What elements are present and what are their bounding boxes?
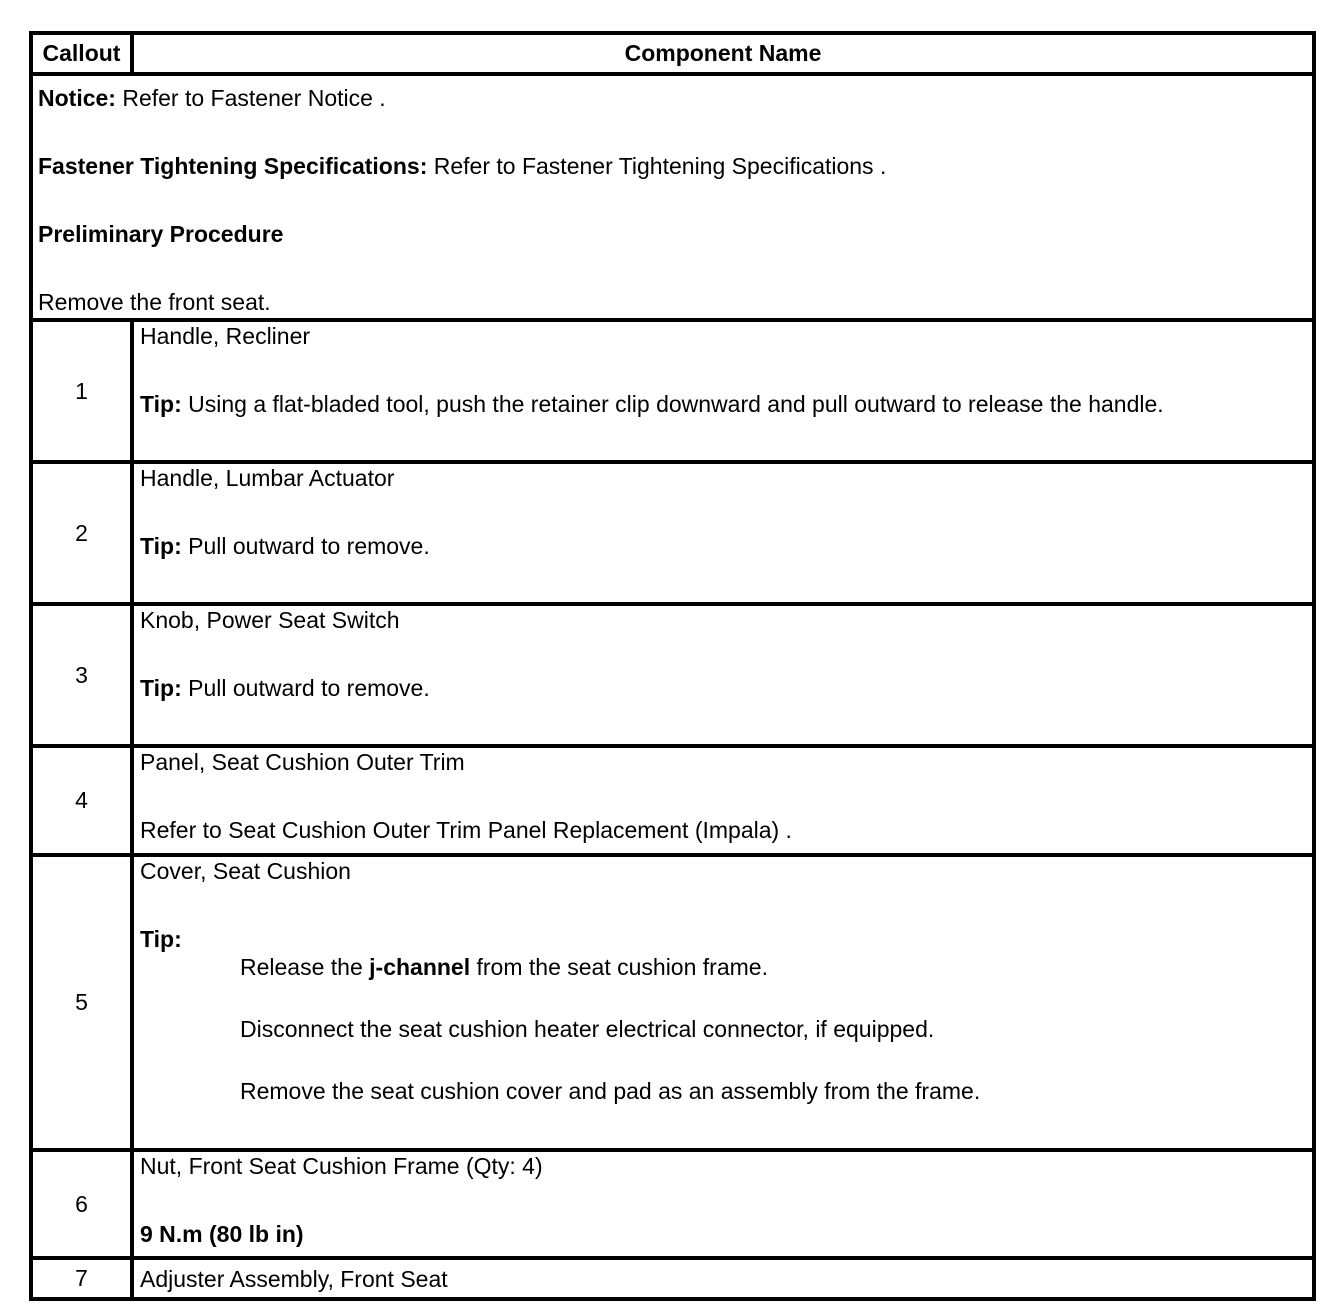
component-cell bbox=[132, 320, 1314, 462]
table-row bbox=[31, 320, 1314, 462]
tip-line bbox=[140, 674, 1312, 702]
component-cell bbox=[132, 855, 1314, 1150]
component-cell bbox=[132, 746, 1314, 855]
callout-number: 7 bbox=[31, 1258, 132, 1299]
tip-line bbox=[140, 532, 1312, 560]
component-name: Handle, Recliner bbox=[140, 323, 311, 349]
callout-number: 6 bbox=[31, 1150, 132, 1258]
component-table bbox=[29, 31, 1316, 1301]
table-header-row bbox=[31, 33, 1314, 74]
header-component-name: Component Name bbox=[132, 33, 1314, 74]
tip-step: Remove the seat cushion cover and pad as an assembly from the frame. bbox=[240, 1078, 981, 1104]
tip-text: Using a flat-bladed tool, push the retainer clip downward and pull outward to release the handle. bbox=[188, 391, 1164, 417]
table-row bbox=[31, 1150, 1314, 1258]
component-cell bbox=[132, 462, 1314, 604]
preliminary-text: Remove the front seat. bbox=[38, 289, 271, 315]
notice-text: Refer to Fastener Notice . bbox=[122, 85, 386, 111]
callout-number: 5 bbox=[31, 855, 132, 1150]
notice-line bbox=[38, 84, 1312, 112]
component-name: Cover, Seat Cushion bbox=[140, 858, 351, 884]
tip-label: Tip: bbox=[140, 391, 182, 417]
callout-number: 2 bbox=[31, 462, 132, 604]
callout-number: 3 bbox=[31, 604, 132, 746]
tip-text: Pull outward to remove. bbox=[188, 533, 430, 559]
component-name: Nut, Front Seat Cushion Frame (Qty: 4) bbox=[140, 1153, 543, 1179]
tip-label: Tip: bbox=[140, 675, 182, 701]
component-name: Handle, Lumbar Actuator bbox=[140, 465, 395, 491]
table-row bbox=[31, 855, 1314, 1150]
tip-text: Pull outward to remove. bbox=[188, 675, 430, 701]
table-row bbox=[31, 746, 1314, 855]
fastener-spec-line bbox=[38, 152, 1312, 180]
notice-row bbox=[31, 74, 1314, 320]
component-name: Panel, Seat Cushion Outer Trim bbox=[140, 749, 465, 775]
fastener-spec-label: Fastener Tightening Specifications: bbox=[38, 153, 428, 179]
table-row bbox=[31, 462, 1314, 604]
table-row bbox=[31, 604, 1314, 746]
reference-text: Refer to Seat Cushion Outer Trim Panel Replacement (Impala) . bbox=[140, 817, 792, 843]
preliminary-heading: Preliminary Procedure bbox=[38, 221, 284, 247]
fastener-spec-text: Refer to Fastener Tightening Specifications . bbox=[433, 153, 887, 179]
tip-label: Tip: bbox=[140, 926, 182, 952]
tip-label: Tip: bbox=[140, 533, 182, 559]
header-callout: Callout bbox=[31, 33, 132, 74]
torque-spec: 9 N.m (80 lb in) bbox=[140, 1221, 304, 1247]
callout-number: 4 bbox=[31, 746, 132, 855]
component-name: Knob, Power Seat Switch bbox=[140, 607, 400, 633]
tip-step: Release the j-channel from the seat cushion frame. bbox=[240, 954, 768, 980]
table-row bbox=[31, 1258, 1314, 1299]
component-cell bbox=[132, 1258, 1314, 1299]
component-name: Adjuster Assembly, Front Seat bbox=[140, 1265, 448, 1292]
tip-step: Disconnect the seat cushion heater electrical connector, if equipped. bbox=[240, 1016, 935, 1042]
component-cell bbox=[132, 1150, 1314, 1258]
notice-label: Notice: bbox=[38, 85, 116, 111]
tip-line bbox=[140, 390, 1312, 418]
callout-number: 1 bbox=[31, 320, 132, 462]
component-cell bbox=[132, 604, 1314, 746]
notice-cell bbox=[31, 74, 1314, 320]
